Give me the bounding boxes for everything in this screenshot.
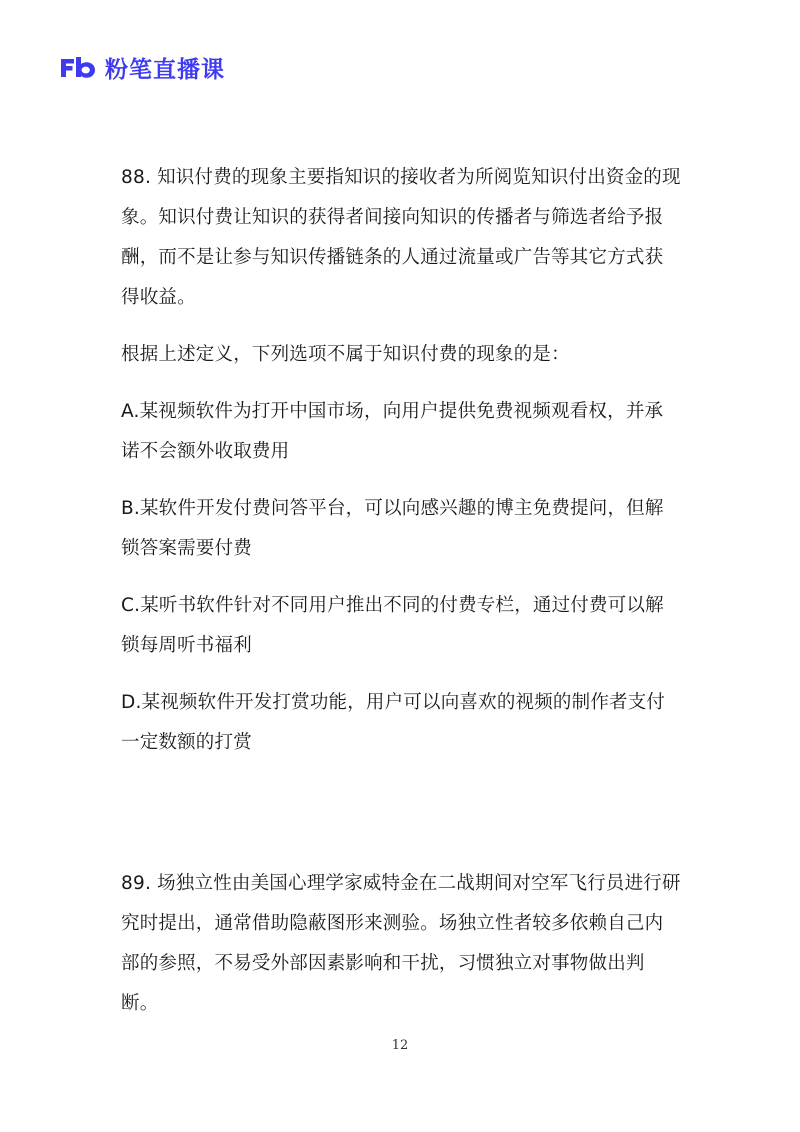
- question-88-option-d: D.某视频软件开发打赏功能，用户可以向喜欢的视频的制作者支付一定数额的打赏: [121, 692, 666, 753]
- question-89-stem: 89. 场独立性由美国心理学家威特金在二战期间对空军飞行员进行研究时提出，通常借助隐蔽图形来测验。场独立性者较多依赖自己内部的参照，不易受外部因素影响和干扰，习惯独立对事物做出判断。: [121, 873, 681, 1014]
- question-88-prompt: 根据上述定义，下列选项不属于知识付费的现象的是：: [121, 344, 570, 365]
- fb-logo-icon: [57, 53, 99, 81]
- question-88-option-a: A.某视频软件为打开中国市场，向用户提供免费视频观看权，并承诺不会额外收取费用: [121, 401, 664, 462]
- question-88-option-c: C.某听书软件针对不同用户推出不同的付费专栏，通过付费可以解锁每周听书福利: [121, 595, 664, 656]
- question-88-option-b: B.某软件开发付费问答平台，可以向感兴趣的博主免费提问，但解锁答案需要付费: [121, 498, 664, 559]
- brand-name: 粉笔直播课: [105, 56, 225, 83]
- question-88-stem: 88. 知识付费的现象主要指知识的接收者为所阅览知识付出资金的现象。知识付费让知识的获得者间接向知识的传播者与筛选者给予报酬，而不是让参与知识传播链条的人通过流量或广告等其它方式获得收益。: [121, 167, 681, 308]
- page-number: 12: [391, 1038, 409, 1053]
- brand-header: [57, 52, 225, 82]
- document-body: [121, 158, 681, 1024]
